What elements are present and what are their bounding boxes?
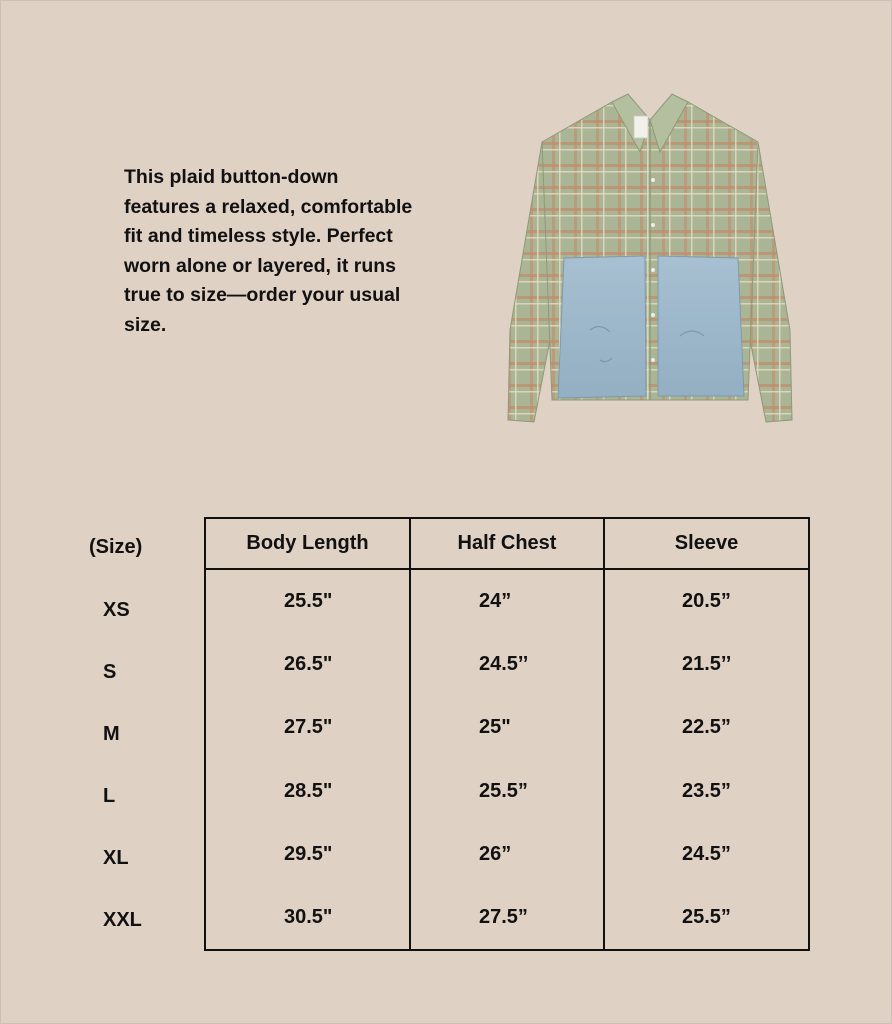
column-header-sleeve: Sleeve xyxy=(604,518,809,569)
body-length-cell: 26.5" xyxy=(205,633,410,697)
size-chart-table xyxy=(204,517,810,951)
size-label: M xyxy=(103,723,120,745)
half-chest-cell: 25.5” xyxy=(410,760,604,824)
sleeve-cell: 25.5” xyxy=(604,887,809,951)
half-chest-cell: 27.5” xyxy=(410,887,604,951)
sleeve-cell: 22.5” xyxy=(604,696,809,760)
size-label: XXL xyxy=(103,909,142,931)
size-label: L xyxy=(103,785,116,807)
size-label: XS xyxy=(103,599,130,621)
sleeve-cell: 21.5’’ xyxy=(604,633,809,697)
half-chest-cell: 25" xyxy=(410,696,604,760)
table-row xyxy=(205,760,809,824)
table-row xyxy=(205,569,809,633)
body-length-cell: 30.5" xyxy=(205,887,410,951)
half-chest-cell: 26” xyxy=(410,823,604,887)
body-length-cell: 28.5" xyxy=(205,760,410,824)
table-row xyxy=(205,823,809,887)
table-row xyxy=(205,633,809,697)
plaid-shirt-with-denim-panels-icon xyxy=(500,90,800,430)
column-header-half-chest: Half Chest xyxy=(410,518,604,569)
size-column-header: (Size) xyxy=(89,536,143,558)
table-row xyxy=(205,696,809,760)
size-label: S xyxy=(103,661,117,683)
product-description: This plaid button-down features a relaxed, comfortable fit and timeless style. Perfect worn alone or layered, it runs true to size—order your usual size. xyxy=(124,166,413,336)
body-length-cell: 25.5" xyxy=(205,569,410,633)
sleeve-cell: 24.5” xyxy=(604,823,809,887)
column-header-body-length: Body Length xyxy=(205,518,410,569)
half-chest-cell: 24” xyxy=(410,569,604,633)
sleeve-cell: 23.5” xyxy=(604,760,809,824)
size-label: XL xyxy=(103,847,129,869)
half-chest-cell: 24.5’’ xyxy=(410,633,604,697)
table-header-row xyxy=(205,518,809,569)
body-length-cell: 27.5" xyxy=(205,696,410,760)
body-length-cell: 29.5" xyxy=(205,823,410,887)
table-row xyxy=(205,887,809,951)
sleeve-cell: 20.5” xyxy=(604,569,809,633)
